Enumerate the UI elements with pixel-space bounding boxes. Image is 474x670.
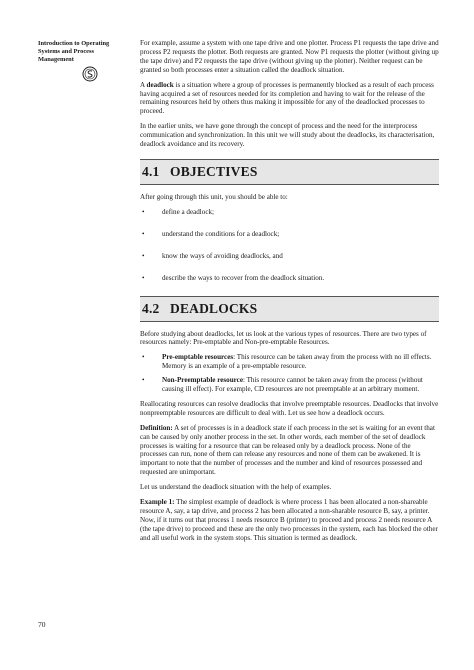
- deadlocks-lead: Before studying about deadlocks, let us look at the various types of resources. There are two types of resources namely: Pre-emptable and Non-pre-emptable Resources.: [140, 329, 427, 347]
- section-heading-deadlocks: 4.2 DEADLOCKS: [140, 297, 439, 322]
- objectives-list: [140, 208, 439, 283]
- sidebar: [38, 40, 134, 87]
- main-content: [140, 39, 439, 549]
- intro-paragraph-3: In the earlier units, we have gone through the concept of process and the need for the interprocess communication and synchronization. In this unit we will study about the deadlocks, its characterisation, deadlock avoidance and its recovery.: [140, 122, 435, 149]
- university-logo-icon: [82, 66, 98, 82]
- intro-paragraph-2: A deadlock is a situation where a group of processes is permanently blocked as a result of each process having acquired a set of resources needed for its completion and having to wait for the release of the remaining resources held by others thus making it impossible for any of the deadlocked processes to proceed.: [140, 80, 434, 116]
- reallocating-paragraph: Reallocating resources can resolve deadlocks that involve preemptable resources. Deadlocks that involve nonpreemptable resources are difficult to deal with. Let us see how a deadlock occurs.: [140, 399, 439, 417]
- list-item: • Pre-emptable resources: This resource can be taken away from the process with no ill effects. Memory is an example of a pre-emptable resource.: [140, 353, 439, 371]
- definition-paragraph: Definition: A set of processes is in a deadlock state if each process in the set is waiting for an event that can be caused by only another process in the set. In other words, each member of the set of deadlock processes is waiting for a resource that can be released only by a deadlock process. None of the processes can run, none of them can release any resources and none of them can be awakened. It is important to note that the number of processes and the number and kind of resources possessed and requested are unimportant.: [140, 423, 435, 477]
- intro-paragraph-1: For example, assume a system with one tape drive and one plotter. Process P1 requests the tape drive and process P2 requests the plotter. Both requests are granted. Now P1 requests the plotter (without giving up the tape drive) and P2 requests the tape drive (without giving up the plotter). Neither request can be granted so both processes enter a situation called the deadlock situation.: [140, 39, 439, 74]
- list-item: • describe the ways to recover from the deadlock situation.: [140, 274, 439, 283]
- example-paragraph: Example 1: The simplest example of deadlock is where process 1 has been allocated a non-shareable resource A, say, a tap drive, and process 2 has been allocated a non-sharable resource B, say, a printer. Now, if it turns out that process 1 needs resource B (printer) to proceed and process 2 needs resource A (the tape drive) to proceed and these are the only two processes in the system, each has blocked the other and all useful work in the system stops. This situation is termed as deadlock.: [140, 498, 438, 542]
- resource-types-list: [140, 353, 439, 394]
- sidebar-title-line-2: Systems and Process: [38, 48, 94, 55]
- list-item: • understand the conditions for a deadlock;: [140, 230, 439, 239]
- understand-paragraph: Let us understand the deadlock situation with the help of examples.: [140, 483, 332, 492]
- page-number: 70: [38, 620, 46, 629]
- objectives-lead: After going through this unit, you should be able to:: [140, 192, 288, 201]
- sidebar-title-line-1: Introduction to Operating: [38, 40, 110, 47]
- section-objectives: [140, 159, 439, 185]
- list-item: • know the ways of avoiding deadlocks, and: [140, 252, 439, 261]
- list-item: • Non-Preemptable resource: This resource cannot be taken away from the process (without causing ill effect). For example, CD resources are not preemptable at an arbitrary moment.: [140, 376, 439, 394]
- deadlock-term: deadlock: [146, 80, 174, 89]
- list-item: • define a deadlock;: [140, 208, 439, 217]
- section-heading-objectives: 4.1 OBJECTIVES: [140, 160, 439, 185]
- sidebar-title-line-3: Management: [38, 56, 74, 63]
- section-deadlocks: [140, 296, 439, 322]
